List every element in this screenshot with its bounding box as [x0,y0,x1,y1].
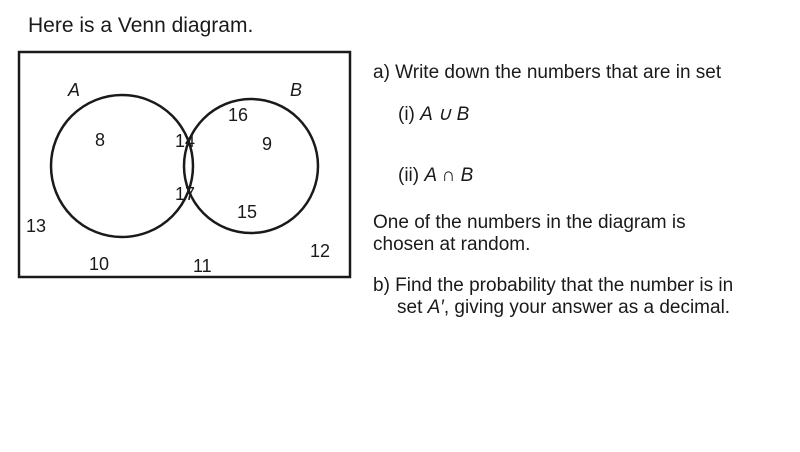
random-choice-note [373,212,793,256]
question-b-line-2-pre: set [397,297,428,318]
set-b-label: B [290,80,303,100]
region-b-only-value: 16 [228,105,249,125]
question-a-ii-prefix: (ii) [398,165,420,186]
note-line-2: chosen at random. [373,234,531,255]
intro-text: Here is a Venn diagram. [28,14,254,37]
question-a-ii-expression: A ∩ B [424,165,474,186]
question-b-line-2 [373,297,793,319]
region-outside-value: 11 [193,256,212,276]
question-a: a) Write down the numbers that are in set [373,62,722,83]
question-b-line-2-post: , giving your answer as a decimal. [443,297,731,318]
question-b-set-complement: A′ [427,297,444,318]
question-a-i [398,104,469,126]
region-b-only-value: 15 [237,202,258,222]
question-a-i-expression: A ∪ B [420,104,470,125]
question-a-i-prefix: (i) [398,104,415,125]
question-a-ii [398,165,473,187]
region-intersection-value: 14 [175,131,196,151]
region-outside-value: 12 [310,241,331,261]
question-b [373,275,793,319]
region-outside-value: 10 [89,254,110,274]
region-a-only-value: 8 [95,130,106,150]
set-a-label: A [68,80,81,100]
region-intersection-value: 17 [175,184,196,204]
note-line-1: One of the numbers in the diagram is [373,212,686,233]
region-outside-value: 13 [26,216,47,236]
region-b-only-value: 9 [262,134,273,154]
set-a-circle [51,95,196,237]
question-b-line-1: b) Find the probability that the number is in [373,275,734,296]
